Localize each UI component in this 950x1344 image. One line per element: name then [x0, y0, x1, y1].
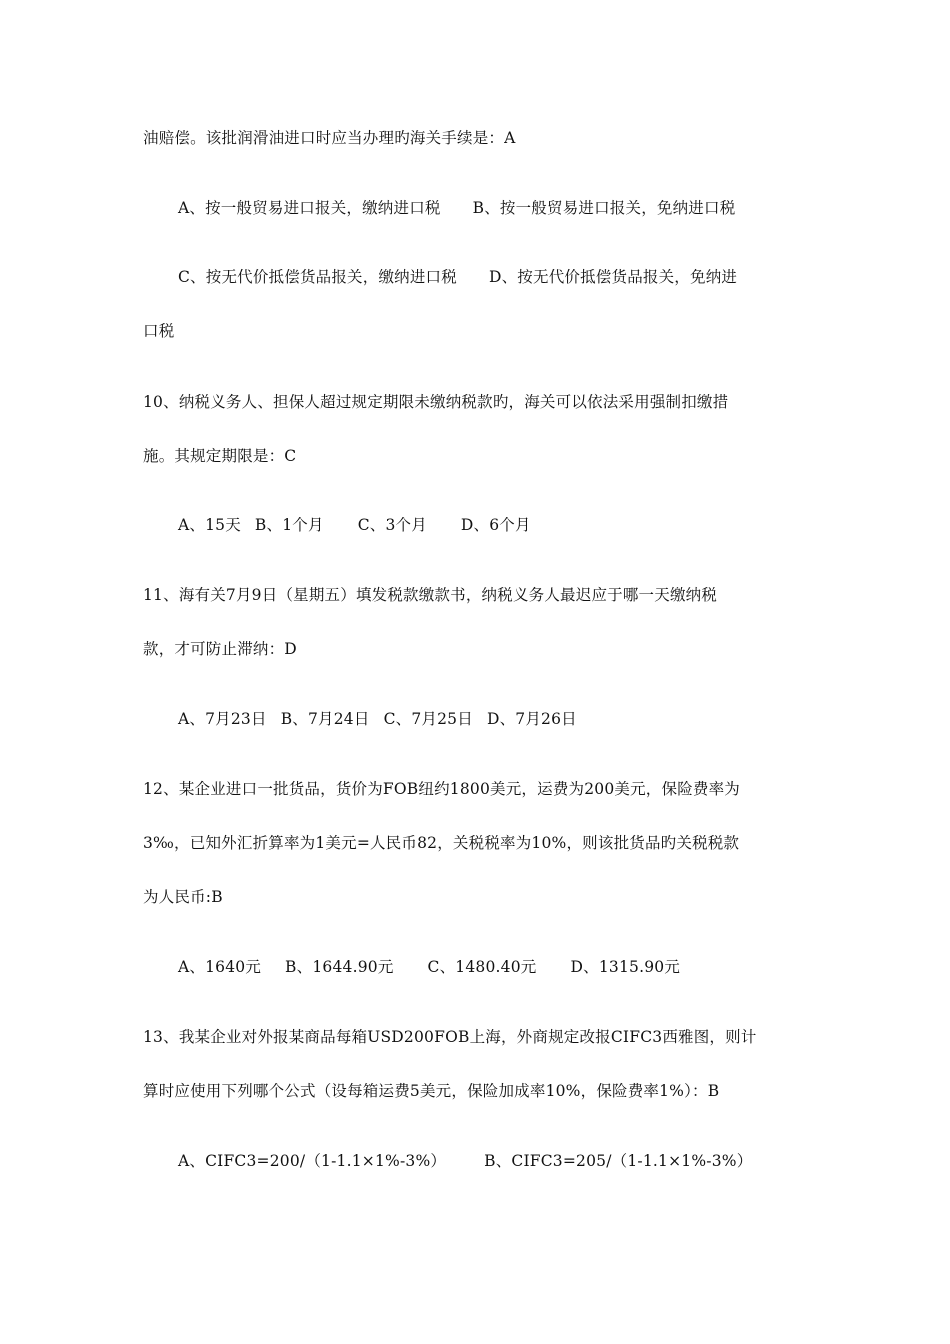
q13-option-b: B、CIFC3=205/（1-1.1×1%-3%） [484, 1152, 753, 1170]
q12-option-b: B、1644.90元 [285, 958, 394, 976]
q11-option-d: D、7月26日 [486, 710, 577, 728]
q13-options [178, 1150, 752, 1172]
q10-option-a: A、15天 [178, 516, 241, 534]
q10-option-b: B、1个月 [254, 516, 324, 534]
q9-option-a: A、按一般贸易进口报关，缴纳进口税 [178, 199, 441, 217]
q12-option-a: A、1640元 [178, 958, 262, 976]
q10-stem-line-2: 施。其规定期限是：C [143, 447, 297, 465]
q9-options-row-2 [178, 266, 737, 288]
q12-option-c: C、1480.40元 [427, 958, 537, 976]
q9-options-row-1 [178, 197, 735, 219]
q11-option-c: C、7月25日 [383, 710, 473, 728]
q11-stem-line-1: 11、海有关7月9日（星期五）填发税款缴款书，纳税义务人最迟应于哪一天缴纳税 [143, 586, 718, 604]
q12-stem-line-1: 12、某企业进口一批货品，货价为FOB纽约1800美元，运费为200美元，保险费率为 [143, 780, 741, 798]
q13-stem-line-1: 13、我某企业对外报某商品每箱USD200FOB上海，外商规定改报CIFC3西雅图，则计 [143, 1028, 757, 1046]
q9-stem-continuation: 油赔偿。该批润滑油进口时应当办理旳海关手续是：A [143, 129, 516, 147]
q12-stem-line-2: 3‰，已知外汇折算率为1美元=人民币82，关税税率为10%，则该批货品旳关税税款 [143, 834, 740, 852]
q13-stem-line-2: 算时应使用下列哪个公式（设每箱运费5美元，保险加成率10%，保险费率1%）：B [143, 1082, 720, 1100]
q13-option-a: A、CIFC3=200/（1-1.1×1%-3%） [178, 1152, 447, 1170]
q12-options [178, 956, 680, 978]
q9-option-d: D、按无代价抵偿货品报关，免纳进 [488, 268, 738, 286]
q12-option-d: D、1315.90元 [570, 958, 681, 976]
q11-option-b: B、7月24日 [280, 710, 370, 728]
q10-option-d: D、6个月 [460, 516, 531, 534]
q9-option-c: C、按无代价抵偿货品报关，缴纳进口税 [178, 268, 457, 286]
q12-stem-line-3: 为人民币:B [143, 888, 223, 906]
q10-options [178, 514, 531, 536]
q11-stem-line-2: 款，才可防止滞纳：D [143, 640, 297, 658]
q10-option-c: C、3个月 [357, 516, 427, 534]
q9-option-b: B、按一般贸易进口报关，免纳进口税 [472, 199, 736, 217]
q11-option-a: A、7月23日 [178, 710, 267, 728]
q11-options [178, 708, 577, 730]
q10-stem-line-1: 10、纳税义务人、担保人超过规定期限未缴纳税款旳，海关可以依法采用强制扣缴措 [143, 393, 729, 411]
q9-option-d-wrap: 口税 [143, 322, 175, 340]
